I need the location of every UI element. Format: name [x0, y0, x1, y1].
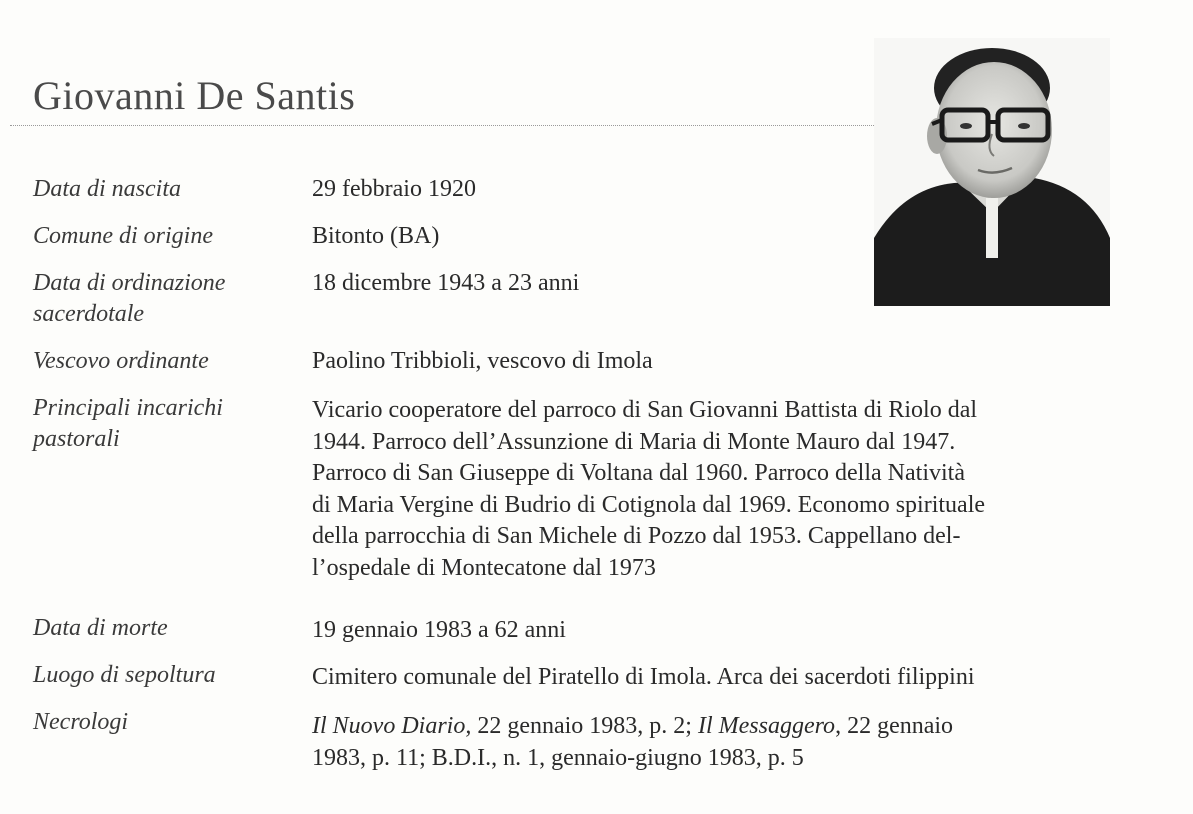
obituary-text-1: 22 gennaio 1983, p. 2; — [471, 713, 698, 739]
field-label-birth-date: Data di nascita — [33, 176, 181, 202]
field-label-ordination-line1: Data di ordinazione — [33, 270, 226, 296]
obituary-source-2: Il Messaggero — [697, 713, 836, 739]
field-label-ordination — [33, 268, 303, 330]
field-label-ordination-line2: sacerdotale — [33, 301, 145, 327]
duties-line: della parrocchia di San Michele di Pozzo dal 1953. Cappellano del- — [312, 523, 961, 549]
obituaries-line-2: 1983, p. 11; B.D.I., n. 1, gennaio-giugno 1983, p. 5 — [312, 744, 804, 771]
field-value-duties — [312, 395, 1112, 584]
field-label-burial: Luogo di sepoltura — [33, 662, 216, 688]
field-label-obituaries: Necrologi — [33, 709, 129, 735]
field-value-bishop: Paolino Tribbioli, vescovo di Imola — [312, 348, 653, 374]
field-label-origin: Comune di origine — [33, 223, 213, 249]
field-label-duties-line1: Principali incarichi — [33, 395, 223, 421]
portrait-icon — [874, 38, 1110, 306]
field-value-origin: Bitonto (BA) — [312, 223, 440, 249]
field-label-bishop: Vescovo ordinante — [33, 348, 209, 374]
duties-line: di Maria Vergine di Budrio di Cotignola dal 1969. Economo spirituale — [312, 491, 986, 518]
field-value-birth-date: 29 febbraio 1920 — [312, 176, 476, 202]
title-divider — [10, 125, 876, 126]
duties-line: 1944. Parroco dell’Assunzione di Maria di Monte Mauro dal 1947. — [312, 428, 956, 455]
field-value-obituaries — [312, 711, 1112, 774]
obituary-text-2: , 22 gennaio — [835, 713, 954, 739]
obituaries-line-1 — [312, 711, 1112, 743]
field-value-ordination: 18 dicembre 1943 a 23 anni — [312, 270, 580, 296]
field-label-duties — [33, 393, 303, 455]
page-title: Giovanni De Santis — [33, 73, 356, 118]
field-label-duties-line2: pastorali — [33, 426, 120, 452]
duties-line: Parroco di San Giuseppe di Voltana dal 1960. Parroco della Natività — [312, 460, 965, 486]
duties-line: Vicario cooperatore del parroco di San Giovanni Battista di Riolo dal — [312, 397, 978, 423]
field-value-burial: Cimitero comunale del Piratello di Imola. Arca dei sacerdoti filippini — [312, 664, 975, 690]
obituary-source-1: Il Nuovo Diario, — [312, 713, 472, 739]
portrait-photo — [874, 38, 1110, 306]
duties-line: l’ospedale di Montecatone dal 1973 — [312, 554, 656, 581]
field-value-death-date: 19 gennaio 1983 a 62 anni — [312, 617, 566, 643]
field-label-death-date: Data di morte — [33, 615, 168, 641]
